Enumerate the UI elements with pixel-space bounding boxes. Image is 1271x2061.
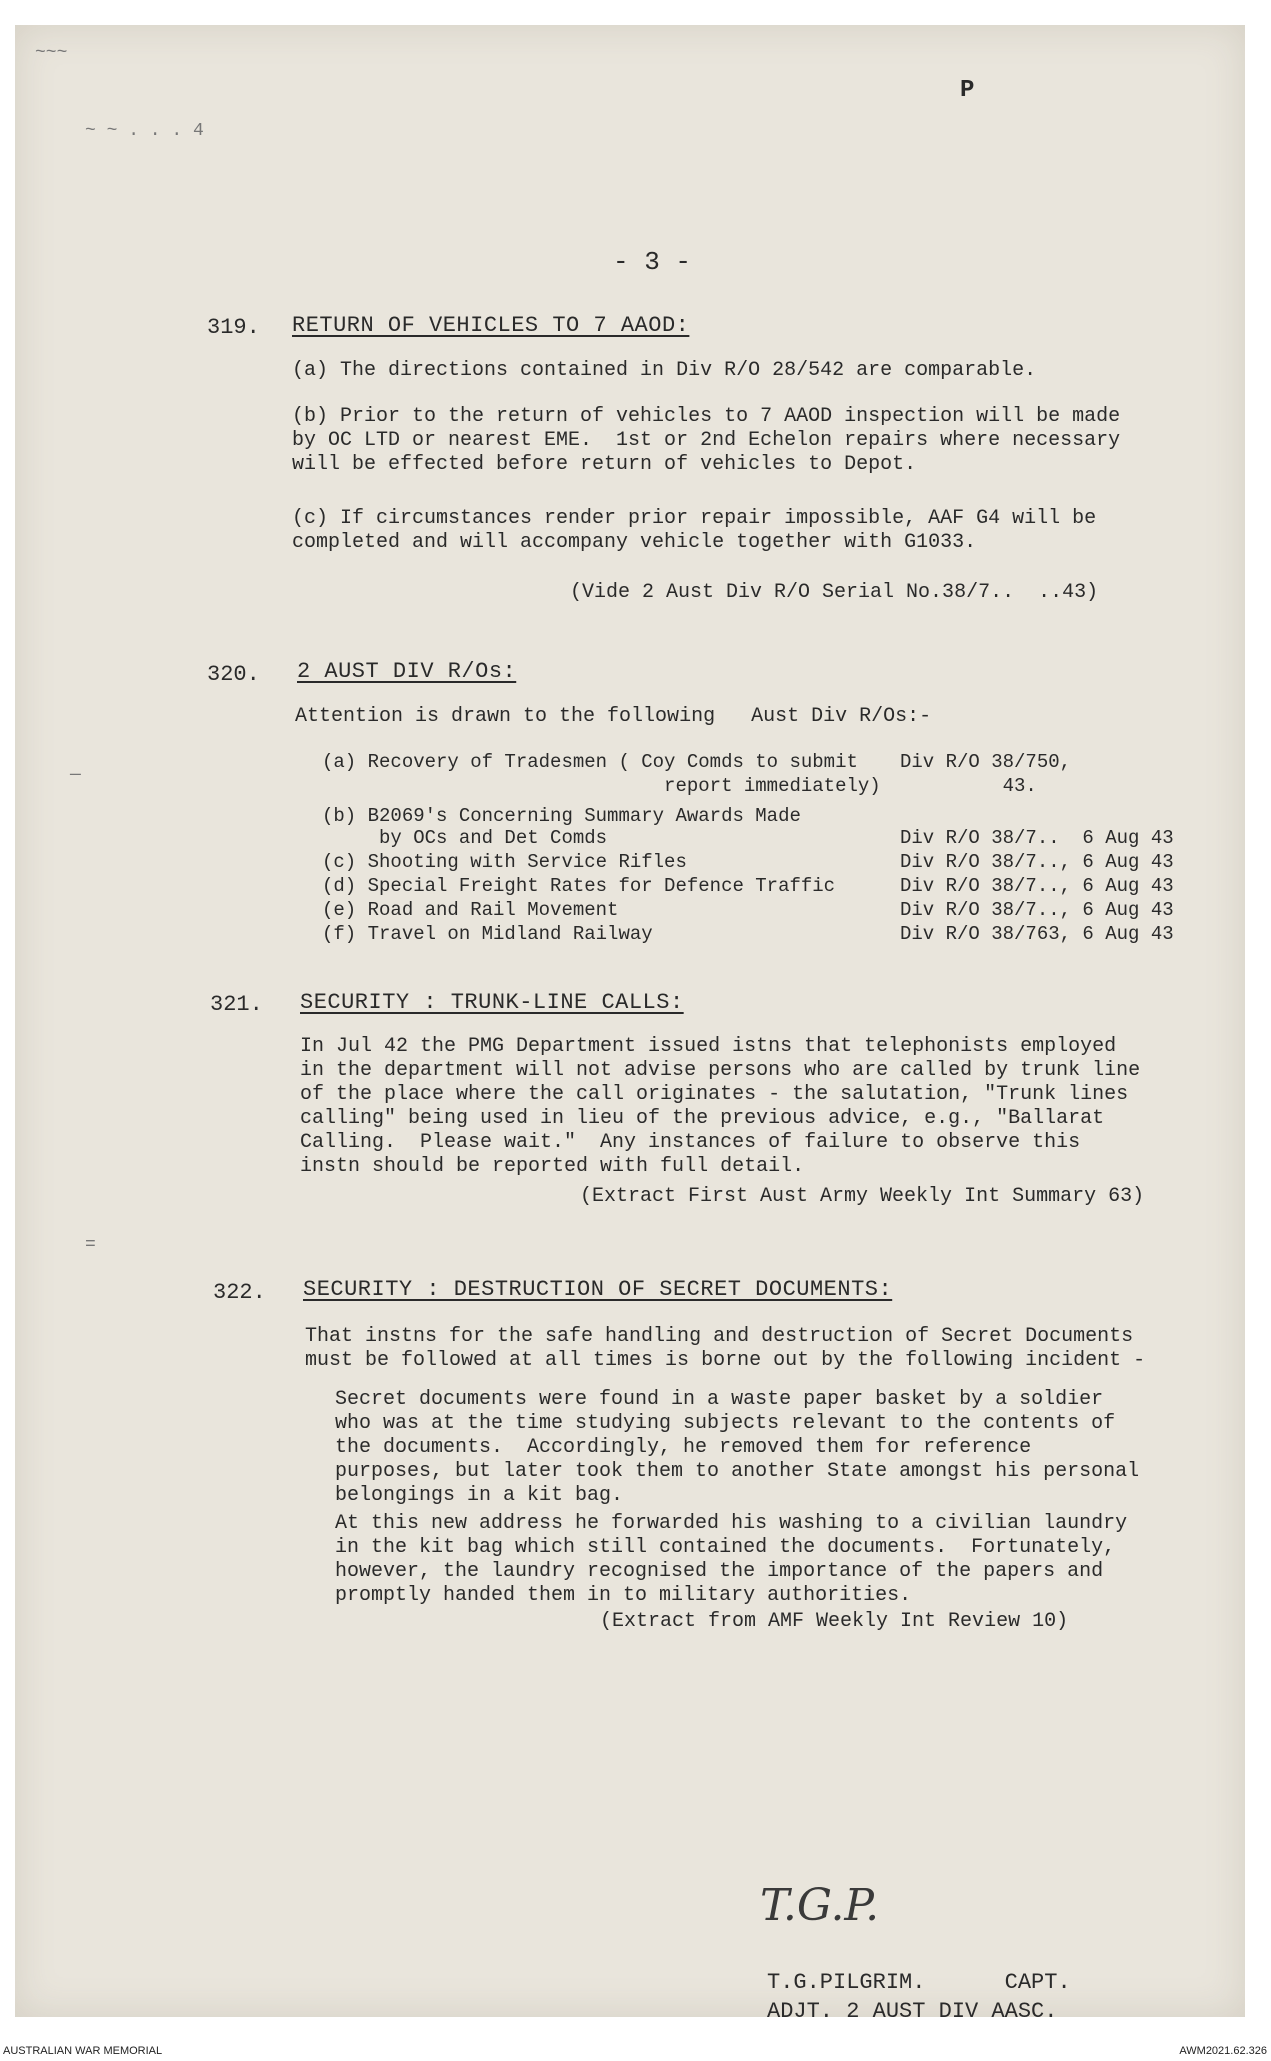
section-heading-321: SECURITY : TRUNK-LINE CALLS: xyxy=(300,990,684,1015)
footer-archive-name: AUSTRALIAN WAR MEMORIAL xyxy=(3,2045,163,2057)
margin-dash-2: = xyxy=(85,1235,96,1255)
section-number-321: 321. xyxy=(210,992,263,1017)
handwritten-margin-mark: ~ ~ . . . 4 xyxy=(85,121,204,141)
list-item: by OCs and Det Comds xyxy=(322,827,608,849)
paragraph-319-b: (b) Prior to the return of vehicles to 7 AAOD inspection will be made by OC LTD or nearest EME. 1st or 2nd Echelon repairs where necessary will be effected before return of vehicles to Depot. xyxy=(292,405,1133,476)
paragraph-322-laundry: At this new address he forwarded his washing to a civilian laundry in the kit bag which still contained the documents. Fortunately, however, the laundry recognised the importance of the papers and promptly handed them in to military authorities. xyxy=(335,1512,1140,1607)
list-item: report immediately) 43. xyxy=(322,775,1037,797)
list-item: (b) B2069's Concerning Summary Awards Made Div R/O 38/7.. 6 Aug 43 xyxy=(322,805,1174,849)
document-page xyxy=(15,25,1245,2024)
list-item: (f) Travel on Midland Railway Div R/O 38/763, 6 Aug 43 xyxy=(322,923,1174,945)
paragraph-319-a: (a) The directions contained in Div R/O 28/542 are comparable. xyxy=(292,359,1037,382)
section-heading-320: 2 AUST DIV R/Os: xyxy=(297,659,517,684)
page-number: - 3 - xyxy=(613,247,692,277)
paragraph-321: In Jul 42 the PMG Department issued istns that telephonists employed in the department will not advise persons who are called by trunk line of the place where the call originates - the salutation, "Trunk lines calling" being used in lieu of the previous advice, e.g., "Ballarat Calling. Please wait." Any instances of failure to observe this instn should be reported with full detail. xyxy=(300,1035,1153,1178)
section-number-322: 322. xyxy=(213,1280,266,1305)
list-item: (d) Special Freight Rates for Defence Traffic Div R/O 38/7.., 6 Aug 43 xyxy=(322,875,1174,897)
reference-321: (Extract First Aust Army Weekly Int Summary 63) xyxy=(580,1185,1145,1208)
reference-322: (Extract from AMF Weekly Int Review 10) xyxy=(600,1610,1069,1633)
paragraph-319-c: (c) If circumstances render prior repair impossible, AAF G4 will be completed and will accompany vehicle together with G1033. xyxy=(292,507,1109,554)
section-heading-319: RETURN OF VEHICLES TO 7 AAOD: xyxy=(292,313,690,338)
handwritten-signature: T.G.P. xyxy=(760,1880,880,1931)
signatory-appointment: ADJT. 2 AUST DIV AASC. xyxy=(767,1999,1058,2024)
paragraph-322-intro: That instns for the safe handling and destruction of Secret Documents must be followed at all times is borne out by the following incident - xyxy=(305,1325,1146,1372)
list-item: (c) Shooting with Service Rifles Div R/O 38/7.., 6 Aug 43 xyxy=(322,851,1174,873)
section-number-319: 319. xyxy=(207,315,260,340)
margin-dash: — xyxy=(70,765,81,785)
signatory-rank: CAPT. xyxy=(1004,1970,1071,1995)
intro-320: Attention is drawn to the following Aust Div R/Os:- xyxy=(295,705,932,728)
list-item: (a) Recovery of Tradesmen ( Coy Comds to submit Div R/O 38/750, xyxy=(322,751,1072,773)
signature-name-line xyxy=(767,1970,1071,1995)
section-heading-322: SECURITY : DESTRUCTION OF SECRET DOCUMENTS: xyxy=(303,1277,893,1302)
footer-accession-number: AWM2021.62.326 xyxy=(1179,2045,1267,2057)
scanner-mark: ~~~ xyxy=(35,43,68,63)
paragraph-322-incident: Secret documents were found in a waste paper basket by a soldier who was at the time studying subjects relevant to the contents of the documents. Accordingly, he removed them for reference purposes, but later took them to another State amongst his personal belongings in a kit bag. xyxy=(335,1388,1152,1507)
section-number-320: 320. xyxy=(207,662,260,687)
signatory-name: T.G.PILGRIM. xyxy=(767,1970,926,1995)
reference-319: (Vide 2 Aust Div R/O Serial No.38/7.. ..43) xyxy=(570,581,1099,604)
corner-mark: P xyxy=(960,77,975,104)
list-item: (e) Road and Rail Movement Div R/O 38/7.., 6 Aug 43 xyxy=(322,899,1174,921)
